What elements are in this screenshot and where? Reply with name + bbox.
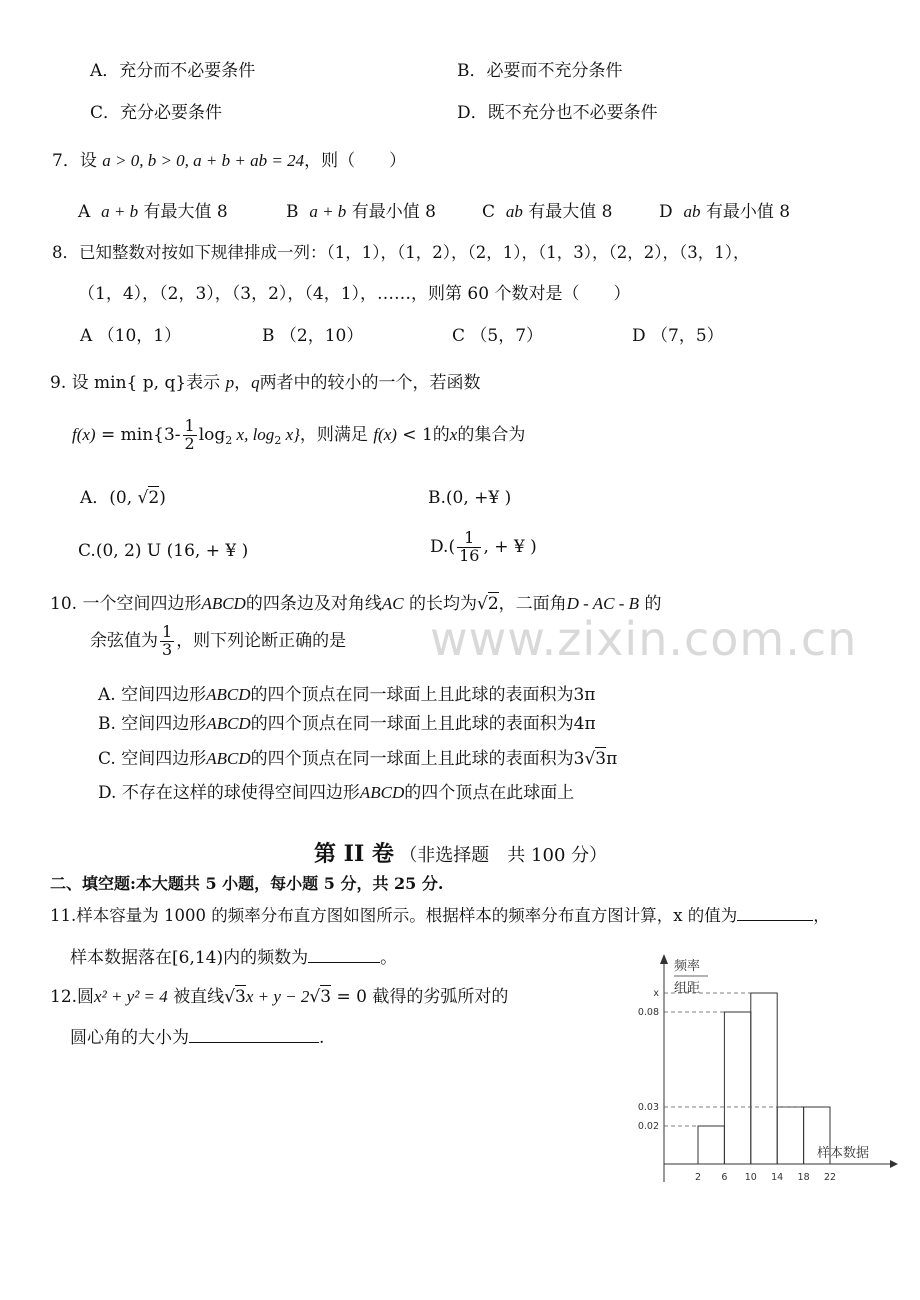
q8-option-d: D （7，5） [632, 326, 724, 346]
q6-option-b: B．必要而不充分条件 [457, 61, 623, 81]
y-label-top: 频率 [674, 959, 701, 974]
q9-log2-base: 2 [274, 434, 282, 448]
q9-c-expr: (0, 2) U (16, + ¥ ) [95, 541, 249, 561]
q12-end2: . [319, 1028, 325, 1048]
q7-a-text: 有最大值 8 [143, 202, 228, 222]
q9-log1-arg: x, log [232, 424, 275, 444]
q7-d-label: D [659, 202, 673, 222]
q9-a-label: A． [80, 488, 110, 508]
q10-abcd: ABCD [201, 594, 246, 613]
q11-line2 [70, 950, 397, 967]
q9-d-den: 16 [459, 545, 480, 565]
q12-line-c: = 0 [331, 987, 367, 1007]
q10-fraction [160, 624, 174, 659]
q12-lead: 12.圆 [50, 987, 95, 1007]
q6-option-a: A．充分而不必要条件 [90, 61, 256, 81]
q11-end1: ， [813, 906, 830, 925]
q10-b-post: 的四个顶点在同一球面上且此球的表面积为 [250, 714, 574, 734]
frequency-histogram [620, 950, 900, 1190]
q9-lead: 9. 设 [50, 373, 89, 393]
x-tick-label: 10 [744, 1172, 757, 1183]
q12-rad1: 3 [235, 987, 246, 1007]
q10-a-abcd: ABCD [206, 685, 251, 704]
q6-option-d: D．既不充分也不必要条件 [457, 103, 658, 123]
q10-a-val: 3π [573, 685, 596, 705]
section2-header [314, 843, 607, 865]
q9-p: p [225, 373, 235, 392]
q12-line-b: x + y − 2 [245, 987, 310, 1006]
q9-log1: log [198, 424, 226, 445]
q7-number: 7．设 [52, 151, 97, 171]
y-tick-label: 0.08 [637, 1007, 659, 1018]
q10-ac: AC [381, 594, 404, 613]
x-tick-label: 14 [771, 1172, 784, 1183]
y-axis-arrow [660, 954, 668, 964]
histogram-bar [751, 993, 777, 1164]
q8-option-c: C （5，7） [452, 326, 544, 346]
q7-c-text: 有最大值 8 [528, 202, 613, 222]
q7-b-text: 有最小值 8 [351, 202, 436, 222]
q10-d-abcd: ABCD [359, 783, 405, 802]
y-label-bottom: 组距 [674, 981, 701, 996]
q9-set: 的集合为 [457, 424, 526, 445]
q9-d-fraction [457, 530, 481, 565]
q9-function [72, 418, 525, 453]
q11-blank-2[interactable] [308, 962, 380, 963]
q9-a-expr1: (0, [109, 488, 138, 508]
q7-option-c [482, 203, 612, 221]
q10-a-pre: A. 空间四边形 [98, 685, 207, 705]
x-tick-label: 18 [797, 1172, 810, 1183]
q10-option-b [98, 715, 596, 733]
q11-end2: 。 [380, 948, 398, 968]
q9-c-label: C. [78, 541, 96, 561]
q10-d-post: 的四个顶点在此球面上 [404, 783, 575, 803]
q9-fraction [183, 418, 197, 453]
q10-option-a [98, 686, 595, 704]
q8-option-a: A （10，1） [80, 326, 182, 346]
q10-radicand: 2 [487, 594, 499, 614]
section2-subtitle: （非选择题 共 100 分） [399, 845, 608, 866]
q7-d-text: 有最小值 8 [705, 202, 791, 222]
q7-stem [52, 152, 406, 170]
q9-then: ，则满足 [299, 424, 368, 445]
q10-mid2: 的长均为 [408, 594, 477, 614]
q12-rad2: 3 [320, 987, 332, 1007]
q9-mid: 表示 [186, 373, 221, 393]
q9-log1-base: 2 [225, 434, 233, 448]
q9-log2-arg: x} [281, 424, 300, 444]
q10-lead: 10. 一个空间四边形 [50, 594, 202, 614]
q9-frac-num: 1 [184, 416, 195, 435]
y-tick-label: 0.02 [637, 1121, 659, 1132]
q7-tail: ，则（ ） [304, 151, 407, 171]
q9-a-radicand: 2 [148, 488, 160, 508]
section2-heading: 二、填空题:本大题共 5 小题，每小题 5 分，共 25 分. [50, 874, 444, 893]
q10-b-pre: B. 空间四边形 [98, 714, 207, 734]
watermark: www.zixin.com.cn [430, 612, 858, 666]
q10-a-post: 的四个顶点在同一球面上且此球的表面积为 [250, 685, 574, 705]
q9-d-rest: , + ¥ ) [483, 536, 537, 557]
q11-text2: 样本数据落在[6,14)内的频数为 [70, 948, 309, 968]
q6-option-c: C．充分必要条件 [90, 103, 223, 123]
q9-lt1: < 1 [396, 424, 433, 445]
q12-blank[interactable] [189, 1042, 319, 1043]
q10-c-abcd: ABCD [206, 749, 251, 768]
q9-b-expr: (0, +¥ ) [445, 488, 512, 508]
section2-title: 第 II 卷 [314, 841, 394, 867]
q7-b-label: B [286, 202, 299, 222]
histogram-bar [724, 1012, 750, 1164]
q10-c-val1: 3 [573, 749, 585, 769]
q7-option-a [78, 203, 228, 221]
q8-line2: （1，4），（2，3），（3，2），（4，1），……，则第 60 个数对是（ ） [78, 284, 631, 304]
q7-condition: a > 0, b > 0, a + b + ab = 24 [102, 151, 305, 170]
y-tick-label: 0.03 [637, 1102, 659, 1113]
q10-mid1: 的四条边及对角线 [245, 594, 382, 614]
q9-x: x [449, 424, 458, 444]
q10-frac-num: 1 [162, 622, 173, 641]
q7-a-expr: a + b [101, 202, 139, 221]
q7-d-expr: ab [683, 202, 701, 221]
q9-d-num: 1 [457, 530, 481, 548]
q10-b-abcd: ABCD [206, 714, 251, 733]
q9-option-b [428, 490, 511, 507]
q10-angle: D - AC - B [566, 594, 640, 613]
x-axis-arrow [890, 1160, 898, 1168]
q7-option-d [659, 203, 790, 221]
q9-option-d [430, 530, 537, 565]
q10-c-post: 的四个顶点在同一球面上且此球的表面积为 [250, 749, 574, 769]
q9-q: q [251, 373, 260, 392]
q12-rest: 截得的劣弧所对的 [372, 987, 509, 1007]
q9-comma: ， [234, 373, 252, 393]
q11-line1 [50, 908, 830, 925]
x-tick-label: 22 [823, 1172, 837, 1183]
q10-b-val: 4π [573, 714, 596, 734]
q10-c-radicand: 3 [595, 749, 607, 769]
histogram-bar [698, 1126, 724, 1164]
q9-fx2: f(x) [373, 424, 397, 444]
q9-a-expr2: ) [159, 488, 166, 508]
q7-a-label: A [78, 202, 91, 222]
q10-line2b: ，则下列论断正确的是 [176, 630, 347, 651]
q10-de: 的 [644, 594, 662, 614]
q10-option-c: C. 空间四边形ABCD的四个顶点在同一球面上且此球的表面积为3√3π [98, 749, 618, 769]
q9-b-label: B. [428, 488, 446, 508]
x-tick-label: 2 [694, 1172, 702, 1183]
q9-d-label: D. [430, 536, 449, 557]
q12-line1: 12.圆x² + y² = 4 被直线√3x + y − 2√3 = 0 截得的劣弧所对的 [50, 987, 509, 1007]
q7-c-expr: ab [505, 202, 523, 221]
q10-option-d [98, 784, 574, 802]
q11-text1: 11.样本容量为 1000 的频率分布直方图如图所示。根据样本的频率分布直方图计算，x 的值为 [50, 906, 738, 925]
q10-mid3: ，二面角 [498, 594, 567, 614]
q9-rest: 两者中的较小的一个，若函数 [259, 373, 481, 393]
x-tick-label: 6 [721, 1172, 728, 1183]
q10-line2 [90, 624, 346, 659]
x-label: 样本数据 [817, 1146, 870, 1161]
q8-option-b: B （2，10） [262, 326, 364, 346]
q10-line2a: 余弦值为 [90, 630, 158, 651]
q7-b-expr: a + b [309, 202, 347, 221]
q12-text2: 圆心角的大小为 [70, 1028, 189, 1048]
q9-minpq: min{ p, q} [94, 373, 187, 393]
q9-stem [50, 374, 481, 392]
q12-line2 [70, 1030, 324, 1047]
q12-mid: 被直线 [173, 987, 225, 1007]
y-tick-label: x [653, 988, 659, 999]
q9-de: 的 [432, 424, 450, 445]
q9-fx: f(x) [72, 424, 96, 444]
histogram-bar [777, 1107, 803, 1164]
q9-eq: = min{3- [95, 424, 181, 445]
q10-c-val2: π [606, 749, 618, 769]
q7-c-label: C [482, 202, 496, 222]
q10-c-pre: C. 空间四边形 [98, 749, 207, 769]
q9-option-c [78, 543, 248, 560]
q8-line1: 8．已知整数对按如下规律排成一列：（1，1），（1，2），（2，1），（1，3），（2，2），（3，1）， [52, 243, 750, 262]
q9-option-a: A．(0, √2) [80, 488, 166, 508]
q11-blank-1[interactable] [737, 920, 813, 921]
q7-option-b [286, 203, 436, 221]
q10-d-pre: D. 不存在这样的球使得空间四边形 [98, 783, 360, 803]
q10-stem: 10. 一个空间四边形ABCD的四条边及对角线AC 的长均为√2，二面角D - AC - B 的 [50, 594, 662, 614]
q12-circle: x² + y² = 4 [94, 987, 168, 1006]
q10-frac-den: 3 [162, 639, 173, 659]
q9-d-open: ( [448, 536, 456, 557]
q9-frac-den: 2 [184, 433, 195, 453]
